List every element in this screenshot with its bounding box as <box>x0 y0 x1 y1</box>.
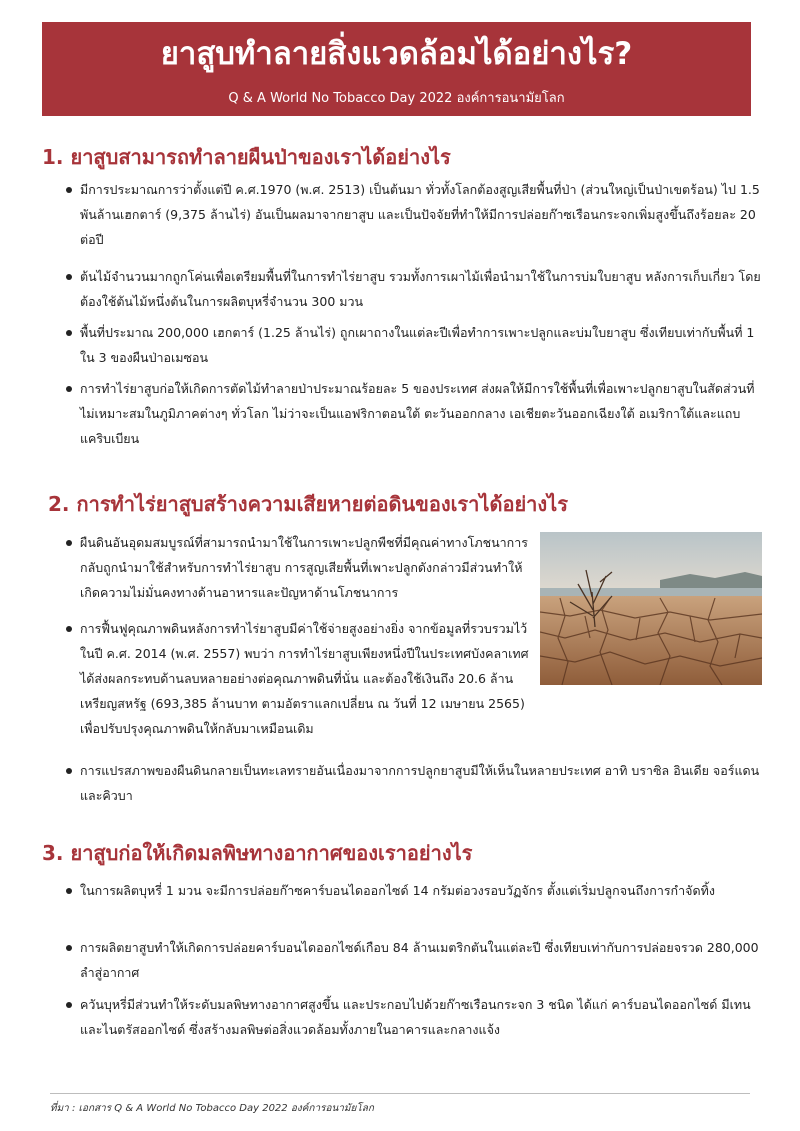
section-3-title: 3. ยาสูบก่อให้เกิดมลพิษทางอากาศของเราอย่างไร <box>42 841 473 865</box>
bullet-icon <box>66 945 72 951</box>
bullet-icon <box>66 274 72 280</box>
section-1-title: 1. ยาสูบสามารถทำลายผืนป่าของเราได้อย่างไร <box>42 145 451 169</box>
bullet-icon <box>66 330 72 336</box>
section-2-bullet-3: การแปรสภาพของผืนดินกลายเป็นทะเลทรายอันเนื่องมาจากการปลูกยาสูบมีให้เห็นในหลายประเทศ อาทิ บราซิล อินเดีย จอร์แดน และคิวบา <box>66 758 761 808</box>
footer-divider <box>50 1093 750 1094</box>
section-2-bullet-1: ผืนดินอันอุดมสมบูรณ์ที่สามารถนำมาใช้ในการเพาะปลูกพืชที่มีคุณค่าทางโภชนาการกลับถูกนำมาใช้สำหรับการทำไร่ยาสูบ การสูญเสียพื้นที่เพาะปลูกดังกล่าวมีส่วนทำให้เกิดความไม่มั่นคงทางด้านอาหารและปัญหาด้านโภชนาการ <box>66 530 531 605</box>
cracked-dry-soil-photo <box>540 532 762 685</box>
section-1-bullet-1: มีการประมาณการว่าตั้งแต่ปี ค.ศ.1970 (พ.ศ. 2513) เป็นต้นมา ทั่วทั้งโลกต้องสูญเสียพื้นที่ป่า (ส่วนใหญ่เป็นป่าเขตร้อน) ไป 1.5 พันล้านเฮกตาร์ (9,375 ล้านไร่) อันเป็นผลมาจากยาสูบ และเป็นปัจจัยที่ทำให้มีการปล่อยก๊าซเรือนกระจกเพิ่มสูงขึ้นถึงร้อยละ 20 ต่อปี <box>66 177 761 252</box>
section-3-bullet-2: การผลิตยาสูบทำให้เกิดการปล่อยคาร์บอนไดออกไซด์เกือบ 84 ล้านเมตริกตันในแต่ละปี ซึ่งเทียบเท่ากับการปล่อยจรวด 280,000 ลำสู่อากาศ <box>66 935 761 985</box>
title-banner <box>42 22 751 116</box>
source-note: ที่มา : เอกสาร Q & A World No Tobacco Day 2022 องค์การอนามัยโลก <box>50 1103 374 1114</box>
bullet-icon <box>66 540 72 546</box>
section-3-bullet-3: ควันบุหรี่มีส่วนทำให้ระดับมลพิษทางอากาศสูงขึ้น และประกอบไปด้วยก๊าซเรือนกระจก 3 ชนิด ได้แก่ คาร์บอนไดออกไซด์ มีเทน และไนตรัสออกไซด์ ซึ่งสร้างมลพิษต่อสิ่งแวดล้อมทั้งภายในอาคารและกลางแจ้ง <box>66 992 761 1042</box>
page-title: ยาสูบทำลายสิ่งแวดล้อมได้อย่างไร? <box>160 36 633 72</box>
bullet-icon <box>66 626 72 632</box>
bullet-icon <box>66 768 72 774</box>
section-1-bullet-3: พื้นที่ประมาณ 200,000 เฮกตาร์ (1.25 ล้านไร่) ถูกเผาถางในแต่ละปีเพื่อทำการเพาะปลูกและบ่มใบยาสูบ ซึ่งเทียบเท่ากับพื้นที่ 1 ใน 3 ของผืนป่าอเมซอน <box>66 320 761 370</box>
bullet-icon <box>66 1002 72 1008</box>
section-1-bullet-2: ต้นไม้จำนวนมากถูกโค่นเพื่อเตรียมพื้นที่ในการทำไร่ยาสูบ รวมทั้งการเผาไม้เพื่อนำมาใช้ในการบ่มใบยาสูบ หลังการเก็บเกี่ยว โดยต้องใช้ต้นไม้หนึ่งต้นในการผลิตบุหรี่จำนวน 300 มวน <box>66 264 761 314</box>
section-1-bullet-4: การทำไร่ยาสูบก่อให้เกิดการตัดไม้ทำลายป่าประมาณร้อยละ 5 ของประเทศ ส่งผลให้มีการใช้พื้นที่เพื่อเพาะปลูกยาสูบในสัดส่วนที่ไม่เหมาะสมในภูมิภาคต่างๆ ทั่วโลก ไม่ว่าจะเป็นแอฟริกาตอนใต้ ตะวันออกกลาง เอเชียตะวันออกเฉียงใต้ อเมริกาใต้และแถบแคริบเบียน <box>66 376 761 451</box>
section-3-bullet-1: ในการผลิตบุหรี่ 1 มวน จะมีการปล่อยก๊าซคาร์บอนไดออกไซด์ 14 กรัมต่อวงรอบวัฏจักร ตั้งแต่เริ่มปลูกจนถึงการกำจัดทิ้ง <box>66 878 761 903</box>
bullet-icon <box>66 386 72 392</box>
bullet-icon <box>66 187 72 193</box>
section-2-bullet-2: การฟื้นฟูคุณภาพดินหลังการทำไร่ยาสูบมีค่าใช้จ่ายสูงอย่างยิ่ง จากข้อมูลที่รวบรวมไว้ในปี ค.ศ. 2014 (พ.ศ. 2557) พบว่า การทำไร่ยาสูบเพียงหนึ่งปีในประเทศบังคลาเทศ ได้ส่งผลกระทบด้านลบหลายอย่างต่อคุณภาพดินที่นั่น และต้องใช้เงินถึง 20.6 ล้านเหรียญสหรัฐ (693,385 ล้านบาท ตามอัตราแลกเปลี่ยน ณ วันที่ 12 เมษายน 2565) เพื่อปรับปรุงคุณภาพดินให้กลับมาเหมือนเดิม <box>66 616 531 741</box>
page-subtitle: Q & A World No Tobacco Day 2022 องค์การอนามัยโลก <box>228 91 565 106</box>
bullet-icon <box>66 888 72 894</box>
section-2-title: 2. การทำไร่ยาสูบสร้างความเสียหายต่อดินของเราได้อย่างไร <box>48 492 568 516</box>
